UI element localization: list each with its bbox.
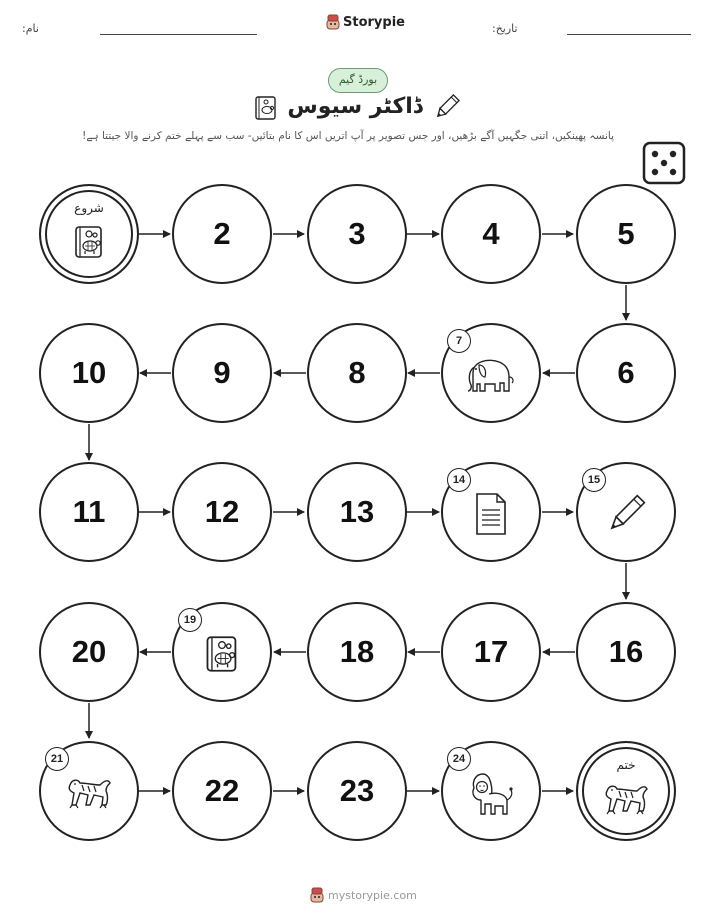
cell-number: 8 — [348, 355, 366, 390]
page-title: ڈاکٹر سیوس — [287, 94, 423, 119]
book-turtle-icon — [205, 635, 239, 677]
cell-number-badge: 14 — [447, 468, 471, 492]
cell-number: 23 — [339, 773, 375, 808]
board-cell-4[interactable] — [441, 184, 541, 284]
cell-number-badge: 15 — [582, 468, 606, 492]
board-cell-17[interactable] — [441, 602, 541, 702]
document-icon — [473, 492, 509, 540]
board-cell-3[interactable] — [307, 184, 407, 284]
elephant-icon — [463, 353, 519, 401]
cell-number-badge: 21 — [45, 747, 69, 771]
footer-url[interactable]: mystorypie.com — [328, 888, 417, 902]
cell-number: 18 — [339, 634, 375, 669]
board-cell-2[interactable] — [172, 184, 272, 284]
creature-icon — [601, 779, 651, 823]
cell-number-badge: 24 — [447, 747, 471, 771]
cell-number: 11 — [72, 494, 106, 529]
cell-number: 12 — [204, 494, 240, 529]
board-cell-10[interactable] — [39, 323, 139, 423]
cell-number: 9 — [213, 355, 231, 390]
creature-icon — [64, 773, 114, 817]
name-label: نام: — [22, 22, 39, 35]
board-cell-12[interactable] — [172, 462, 272, 562]
board-cell-5[interactable] — [576, 184, 676, 284]
book-turtle-icon — [74, 225, 104, 263]
cell-number: 17 — [473, 634, 509, 669]
storypie-mascot-icon — [310, 887, 324, 903]
cell-number-badge: 7 — [447, 329, 471, 353]
cell-number: 2 — [213, 216, 231, 251]
board-cell-8[interactable] — [307, 323, 407, 423]
board-cell-20[interactable] — [39, 602, 139, 702]
pencil-icon — [602, 490, 650, 542]
cell-number: 20 — [71, 634, 107, 669]
board-cell-6[interactable] — [576, 323, 676, 423]
cell-number: 10 — [71, 355, 107, 390]
board-cell-9[interactable] — [172, 323, 272, 423]
date-label: تاریخ: — [492, 22, 518, 35]
board-cell-1[interactable] — [39, 184, 139, 284]
cell-number: 16 — [608, 634, 644, 669]
instructions-text: پانسہ پھینکیں، اتنی جگہیں آگے بڑھیں، اور جس تصویر پر آپ اتریں اس کا نام بتائیں- سب سے پہلے ختم کرنے والا جیتتا ہے! — [82, 130, 614, 142]
end-label: ختم — [616, 758, 636, 772]
cell-number-badge: 19 — [178, 608, 202, 632]
board-cell-22[interactable] — [172, 741, 272, 841]
board-cell-25[interactable] — [576, 741, 676, 841]
cell-number: 22 — [204, 773, 240, 808]
category-tag: بورڈ گیم — [328, 68, 388, 93]
cell-number: 13 — [339, 494, 375, 529]
cell-number: 5 — [617, 216, 635, 251]
cell-number: 4 — [482, 216, 500, 251]
cell-number: 6 — [617, 355, 635, 390]
lion-icon — [467, 768, 515, 822]
footer — [310, 887, 417, 903]
board-cell-16[interactable] — [576, 602, 676, 702]
board-cell-18[interactable] — [307, 602, 407, 702]
cell-number: 3 — [348, 216, 366, 251]
start-label: شروع — [74, 201, 104, 215]
board-cell-11[interactable] — [39, 462, 139, 562]
board-cell-23[interactable] — [307, 741, 407, 841]
brand-name: Storypie — [343, 14, 405, 30]
board-cell-13[interactable] — [307, 462, 407, 562]
